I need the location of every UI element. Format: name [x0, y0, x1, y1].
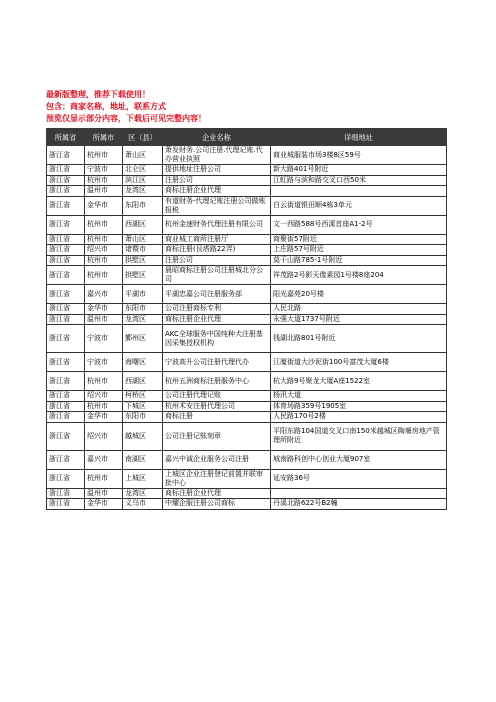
- table-row: [47, 391, 447, 402]
- cell-district: 东阳市: [123, 196, 163, 215]
- table-row: [47, 165, 447, 176]
- cell-address: 人民北路: [271, 304, 447, 315]
- cell-district: 义乌市: [123, 499, 163, 510]
- table-row: [47, 422, 447, 450]
- cell-province: 浙江省: [47, 215, 85, 234]
- cell-city: 嘉兴市: [85, 285, 123, 304]
- cell-company-name: 商标注册企业代理: [163, 314, 271, 325]
- cell-city: 杭州市: [85, 215, 123, 234]
- cell-company-name: 公司注册记账刻章: [163, 422, 271, 450]
- cell-address: 杭大路9号聚龙大厦A座1522室: [271, 372, 447, 391]
- cell-province: 浙江省: [47, 266, 85, 285]
- cell-province: 浙江省: [47, 488, 85, 499]
- table-row: [47, 255, 447, 266]
- cell-city: 杭州市: [85, 255, 123, 266]
- cell-address: 体育场路359号1905室: [271, 401, 447, 412]
- cell-district: 萧山区: [123, 146, 163, 165]
- cell-address: 莫干山路785-1号附近: [271, 255, 447, 266]
- cell-province: 浙江省: [47, 325, 85, 353]
- cell-address: 永强大道1737号附近: [271, 314, 447, 325]
- cell-company-name: 平湖忠嘉公司注册服务部: [163, 285, 271, 304]
- cell-province: 浙江省: [47, 469, 85, 488]
- cell-company-name: 杭州术安注册代理公司: [163, 401, 271, 412]
- cell-province: 浙江省: [47, 412, 85, 423]
- table-row: [47, 175, 447, 186]
- cell-province: 浙江省: [47, 186, 85, 197]
- cell-address: 钱湖北路801号附近: [271, 325, 447, 353]
- notice-block: [46, 89, 206, 125]
- cell-city: 宁波市: [85, 325, 123, 353]
- cell-province: 浙江省: [47, 234, 85, 245]
- cell-district: 平湖市: [123, 285, 163, 304]
- cell-address: 白云街道银田顺4栋3单元: [271, 196, 447, 215]
- cell-city: 温州市: [85, 186, 123, 197]
- header-company-name: 企业名称: [163, 129, 271, 146]
- cell-address: 平阳东路104国道交叉口南150米越城区陶堰房地产管理所附近: [271, 422, 447, 450]
- cell-province: 浙江省: [47, 499, 85, 510]
- cell-company-name: 晨昭商标注册公司注册城北分公司: [163, 266, 271, 285]
- notice-line-recommend: 最新版整理，推荐下载使用！: [46, 90, 150, 99]
- cell-company-name: 商标注册企业代理: [163, 488, 271, 499]
- cell-province: 浙江省: [47, 196, 85, 215]
- header-city: 所属市: [85, 129, 123, 146]
- cell-district: 龙湾区: [123, 314, 163, 325]
- cell-province: 浙江省: [47, 422, 85, 450]
- cell-province: 浙江省: [47, 304, 85, 315]
- cell-company-name: 上城区企业注册登记前置并联审批中心: [163, 469, 271, 488]
- cell-city: 温州市: [85, 488, 123, 499]
- notice-line-preview: 预览仅显示部分内容，下载后可见完整内容！: [46, 114, 206, 123]
- cell-district: 滨江区: [123, 175, 163, 186]
- cell-address: 商聚街57附近: [271, 234, 447, 245]
- cell-address: 杨汛大道: [271, 391, 447, 402]
- cell-city: 杭州市: [85, 175, 123, 186]
- cell-province: 浙江省: [47, 165, 85, 176]
- table-row: [47, 450, 447, 469]
- cell-city: 金华市: [85, 499, 123, 510]
- cell-district: 萧山区: [123, 234, 163, 245]
- cell-province: 浙江省: [47, 245, 85, 256]
- cell-address: 江厦街道大沙泥街100号富茂大厦6楼: [271, 353, 447, 372]
- cell-district: 东阳市: [123, 412, 163, 423]
- cell-province: 浙江省: [47, 285, 85, 304]
- cell-company-name: 商标注册企业代理: [163, 186, 271, 197]
- notice-line-contents: 包含：商家名称，地址，联系方式: [46, 102, 166, 111]
- cell-address: 祥茂路2号影天像素园1号楼8座204: [271, 266, 447, 285]
- header-district: 区（县）: [123, 129, 163, 146]
- cell-company-name: 杭州金速财务代理注册有限公司: [163, 215, 271, 234]
- cell-city: 杭州市: [85, 372, 123, 391]
- cell-company-name: 杭州五洲商标注册服务中心: [163, 372, 271, 391]
- table-row: [47, 285, 447, 304]
- cell-district: 龙湾区: [123, 186, 163, 197]
- cell-city: 绍兴市: [85, 245, 123, 256]
- cell-district: 南湖区: [123, 450, 163, 469]
- table-body: [47, 146, 447, 510]
- table-row: [47, 245, 447, 256]
- cell-city: 杭州市: [85, 469, 123, 488]
- cell-address: 人民路170号2楼: [271, 412, 447, 423]
- cell-address: 丹溪北路622号B2幢: [271, 499, 447, 510]
- cell-city: 杭州市: [85, 234, 123, 245]
- business-listing-table: [46, 128, 447, 510]
- cell-province: 浙江省: [47, 450, 85, 469]
- cell-district: 北仑区: [123, 165, 163, 176]
- table-row: [47, 412, 447, 423]
- cell-province: 浙江省: [47, 353, 85, 372]
- cell-address: 江虹路与滨和路交叉口西50米: [271, 175, 447, 186]
- cell-city: 嘉兴市: [85, 450, 123, 469]
- table-row: [47, 304, 447, 315]
- cell-city: 宁波市: [85, 353, 123, 372]
- cell-company-name: 注册公司: [163, 175, 271, 186]
- cell-company-name: AKC全球服务中国纯种犬注册基因采集授权机构: [163, 325, 271, 353]
- cell-city: 绍兴市: [85, 422, 123, 450]
- cell-district: 西湖区: [123, 372, 163, 391]
- cell-province: 浙江省: [47, 314, 85, 325]
- cell-city: 杭州市: [85, 146, 123, 165]
- cell-province: 浙江省: [47, 391, 85, 402]
- cell-company-name: 商业城工商所注册厅: [163, 234, 271, 245]
- cell-address: 文一西路588号西溪首座A1-2号: [271, 215, 447, 234]
- cell-district: 下城区: [123, 401, 163, 412]
- cell-city: 金华市: [85, 304, 123, 315]
- cell-company-name: 公司注册商标专利: [163, 304, 271, 315]
- table-row: [47, 469, 447, 488]
- table-row: [47, 314, 447, 325]
- cell-district: 海曙区: [123, 353, 163, 372]
- cell-city: 绍兴市: [85, 391, 123, 402]
- table-header-row: [47, 129, 447, 146]
- cell-district: 西湖区: [123, 215, 163, 234]
- cell-company-name: 商标注册: [163, 412, 271, 423]
- table-row: [47, 146, 447, 165]
- table-row: [47, 372, 447, 391]
- cell-company-name: 注册公司: [163, 255, 271, 266]
- cell-company-name: 公司注册代理记账: [163, 391, 271, 402]
- table-row: [47, 488, 447, 499]
- cell-address: 商业城服装市场3楼8区59号: [271, 146, 447, 165]
- cell-province: 浙江省: [47, 401, 85, 412]
- cell-province: 浙江省: [47, 146, 85, 165]
- table-row: [47, 215, 447, 234]
- table-row: [47, 234, 447, 245]
- cell-city: 杭州市: [85, 401, 123, 412]
- cell-district: 拱墅区: [123, 266, 163, 285]
- cell-address: 延安路36号: [271, 469, 447, 488]
- cell-company-name: 商标注册(艮塔路22弄): [163, 245, 271, 256]
- cell-city: 温州市: [85, 314, 123, 325]
- cell-address: [271, 488, 447, 499]
- cell-company-name: 嘉兴中诚企业服务公司注册: [163, 450, 271, 469]
- header-province: 所属省: [47, 129, 85, 146]
- cell-district: 拱墅区: [123, 255, 163, 266]
- cell-address: 新大路401号附近: [271, 165, 447, 176]
- cell-province: 浙江省: [47, 175, 85, 186]
- cell-province: 浙江省: [47, 372, 85, 391]
- table-row: [47, 353, 447, 372]
- cell-district: 东阳市: [123, 304, 163, 315]
- table-row: [47, 196, 447, 215]
- cell-address: 城南路科创中心创业大厦907室: [271, 450, 447, 469]
- cell-city: 金华市: [85, 412, 123, 423]
- cell-district: 鄞州区: [123, 325, 163, 353]
- cell-company-name: 提供地址注册公司: [163, 165, 271, 176]
- table-row: [47, 499, 447, 510]
- table-row: [47, 401, 447, 412]
- cell-company-name: 有道财务-代理记账注册公司做账报税: [163, 196, 271, 215]
- cell-city: 宁波市: [85, 165, 123, 176]
- cell-district: 龙湾区: [123, 488, 163, 499]
- cell-district: 越城区: [123, 422, 163, 450]
- cell-province: 浙江省: [47, 255, 85, 266]
- table-row: [47, 325, 447, 353]
- cell-company-name: 萧发财务.公司注册.代理记账.代办营业执照: [163, 146, 271, 165]
- table-row: [47, 266, 447, 285]
- cell-address: 阳光嘉苑20号楼: [271, 285, 447, 304]
- header-address: 详细地址: [271, 129, 447, 146]
- cell-district: 柯桥区: [123, 391, 163, 402]
- cell-company-name: 中耀企服注册公司商标: [163, 499, 271, 510]
- cell-address: 上庄路57号附近: [271, 245, 447, 256]
- cell-city: 杭州市: [85, 266, 123, 285]
- cell-district: 诸暨市: [123, 245, 163, 256]
- cell-address: [271, 186, 447, 197]
- table-row: [47, 186, 447, 197]
- cell-district: 上城区: [123, 469, 163, 488]
- cell-company-name: 宁波高升公司注册代理代办: [163, 353, 271, 372]
- cell-city: 金华市: [85, 196, 123, 215]
